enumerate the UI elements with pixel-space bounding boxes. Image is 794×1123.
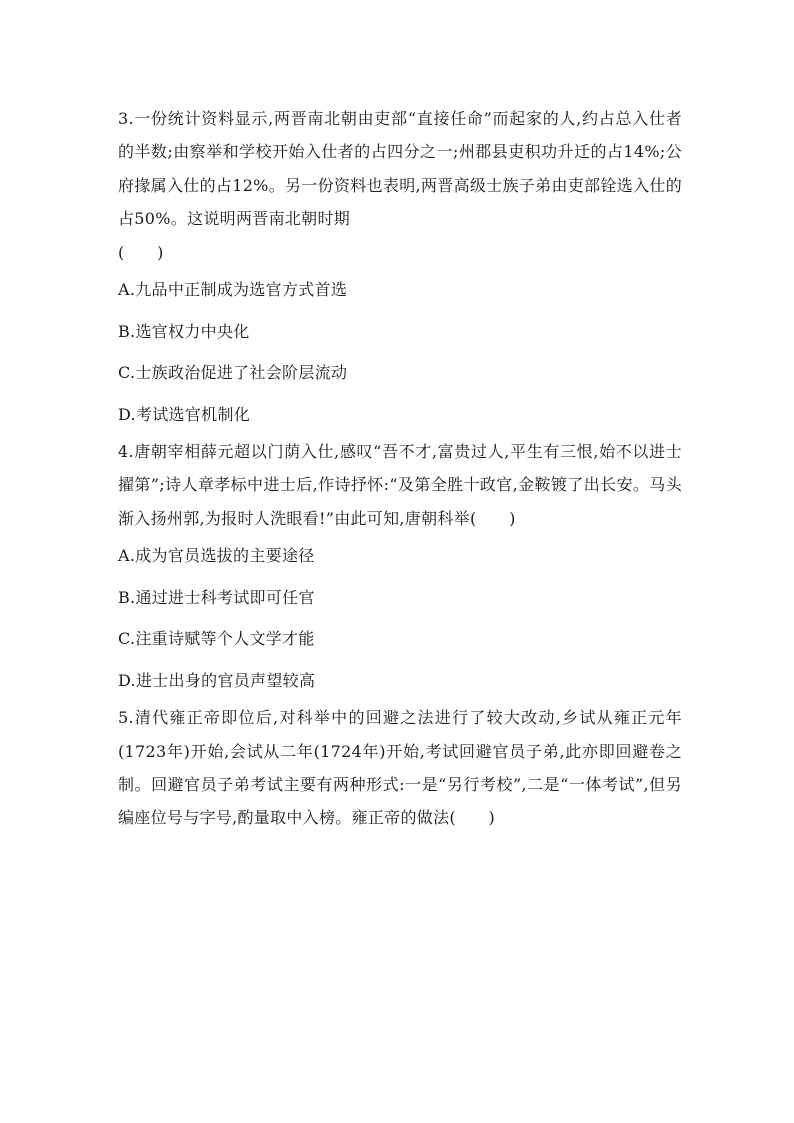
question-4-option-a: A.成为官员选拔的主要途径 xyxy=(118,546,315,566)
question-4-option-d: D.进士出身的官员声望较高 xyxy=(118,670,316,690)
question-5 xyxy=(118,701,682,835)
question-4-stem: 4.唐朝宰相薛元超以门荫入仕,感叹“吾不才,富贵过人,平生有三恨,始不以进士擢第”;诗人章孝标中进士后,作诗抒怀:“及第全胜十政官,金鞍镀了出长安。马头渐入扬州郭,为报时人洗眼看!”由此可知,唐朝科举( ) xyxy=(118,442,682,528)
question-3-option-a: A.九品中正制成为选官方式首选 xyxy=(118,280,348,300)
question-4 xyxy=(118,435,682,701)
question-3-option-c: C.士族政治促进了社会阶层流动 xyxy=(118,363,348,383)
question-4-option-c: C.注重诗赋等个人文学才能 xyxy=(118,629,315,649)
question-3-stem: 3.一份统计资料显示,两晋南北朝由吏部“直接任命”而起家的人,约占总入仕者的半数;由察举和学校开始入仕者的占四分之一;州郡县吏积功升迁的占14%;公府掾属入仕的占12%。另一份资料也表明,两晋高级士族子弟由吏部铨选入仕的占50%。这说明两晋南北朝时期 xyxy=(118,109,682,229)
question-3 xyxy=(118,102,682,435)
question-5-stem: 5.清代雍正帝即位后,对科举中的回避之法进行了较大改动,乡试从雍正元年(1723年)开始,会试从二年(1724年)开始,考试回避官员子弟,此亦即回避卷之制。回避官员子弟考试主要有两种形式:一是“另行考校”,二是“一体考试”,但另编座位号与字号,酌量取中入榜。雍正帝的做法( ) xyxy=(118,708,682,828)
question-3-option-b: B.选官权力中央化 xyxy=(118,321,250,341)
question-4-option-b: B.通过进士科考试即可任官 xyxy=(118,587,315,607)
question-3-answer-blank: ( ) xyxy=(118,242,164,262)
question-3-option-d: D.考试选官机制化 xyxy=(118,404,251,424)
question-list xyxy=(118,102,682,835)
